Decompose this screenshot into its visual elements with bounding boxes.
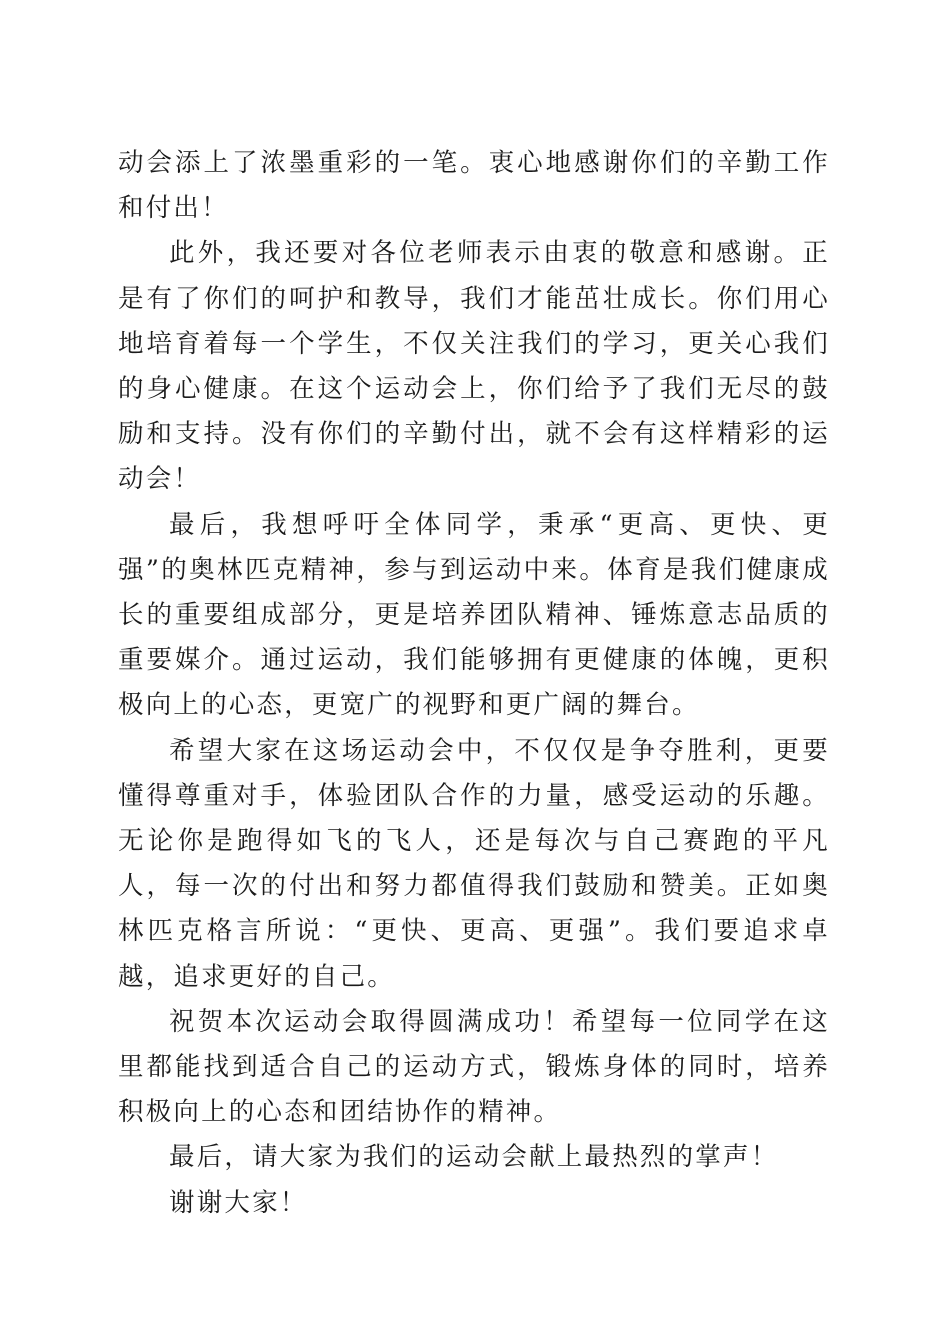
paragraph-continued: 动会添上了浓墨重彩的一笔。衷心地感谢你们的辛勤工作和付出！ <box>118 148 830 224</box>
paragraph-thanks: 谢谢大家！ <box>169 1187 308 1218</box>
document-body <box>118 141 830 1226</box>
paragraph-hope: 希望大家在这场运动会中，不仅仅是争夺胜利，更要懂得尊重对手，体验团队合作的力量，感受运动的乐趣。无论你是跑得如飞的飞人，还是每次与自己赛跑的平凡人，每一次的付出和努力都值得我们鼓励和赞美。正如奥林匹克格言所说：“更快、更高、更强”。我们要追求卓越，追求更好的自己。 <box>118 735 830 992</box>
paragraph-olympic-spirit: 最后，我想呼吁全体同学，秉承“更高、更快、更强”的奥林匹克精神，参与到运动中来。体育是我们健康成长的重要组成部分，更是培养团队精神、锤炼意志品质的重要媒介。通过运动，我们能够拥有更健康的体魄，更积极向上的心态，更宽广的视野和更广阔的舞台。 <box>118 509 830 721</box>
paragraph-congratulations: 祝贺本次运动会取得圆满成功！希望每一位同学在这里都能找到适合自己的运动方式，锻炼身体的同时，培养积极向上的心态和团结协作的精神。 <box>118 1006 830 1128</box>
paragraph-applause: 最后，请大家为我们的运动会献上最热烈的掌声！ <box>169 1142 779 1173</box>
paragraph-teachers-thanks: 此外，我还要对各位老师表示由衷的敬意和感谢。正是有了你们的呵护和教导，我们才能茁壮成长。你们用心地培育着每一个学生，不仅关注我们的学习，更关心我们的身心健康。在这个运动会上，你们给予了我们无尽的鼓励和支持。没有你们的辛勤付出，就不会有这样精彩的运动会！ <box>118 238 830 495</box>
